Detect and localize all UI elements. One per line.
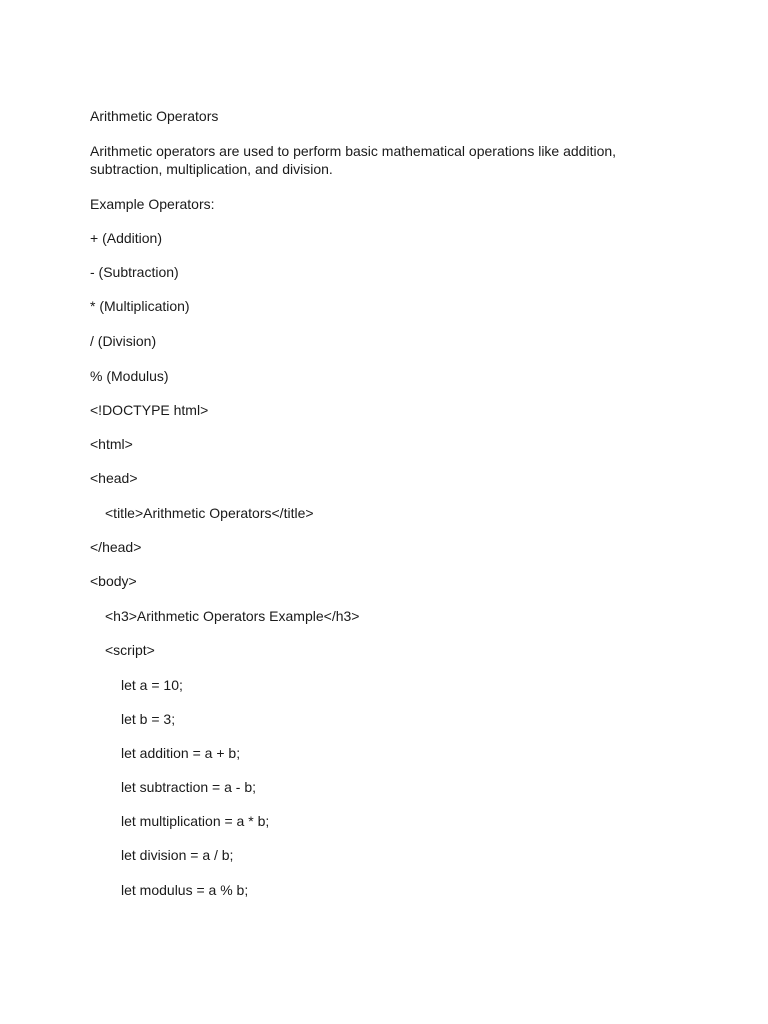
code-line: <script> (105, 642, 155, 658)
code-line: <head> (90, 470, 138, 486)
code-line: let b = 3; (121, 711, 176, 727)
operator-item: / (Division) (90, 333, 157, 349)
code-line: <body> (90, 573, 137, 589)
code-line: let a = 10; (121, 677, 183, 693)
code-line: </head> (90, 539, 142, 555)
code-line: let addition = a + b; (121, 745, 241, 761)
operator-item: - (Subtraction) (90, 264, 179, 280)
code-line: <title>Arithmetic Operators</title> (105, 505, 314, 521)
code-line: let subtraction = a - b; (121, 779, 257, 795)
code-line: <!DOCTYPE html> (90, 402, 209, 418)
code-line: <html> (90, 436, 133, 452)
operator-item: + (Addition) (90, 230, 162, 246)
code-line: let multiplication = a * b; (121, 813, 270, 829)
operator-item: * (Multiplication) (90, 298, 190, 314)
code-line: let division = a / b; (121, 847, 234, 863)
code-line: let modulus = a % b; (121, 882, 249, 898)
operator-item: % (Modulus) (90, 368, 169, 384)
intro-paragraph: Arithmetic operators are used to perform basic mathematical operations like addition, subtraction, multiplication, and division. (90, 143, 617, 177)
code-line: <h3>Arithmetic Operators Example</h3> (105, 608, 360, 624)
document-title: Arithmetic Operators (90, 108, 219, 124)
examples-heading: Example Operators: (90, 196, 215, 212)
